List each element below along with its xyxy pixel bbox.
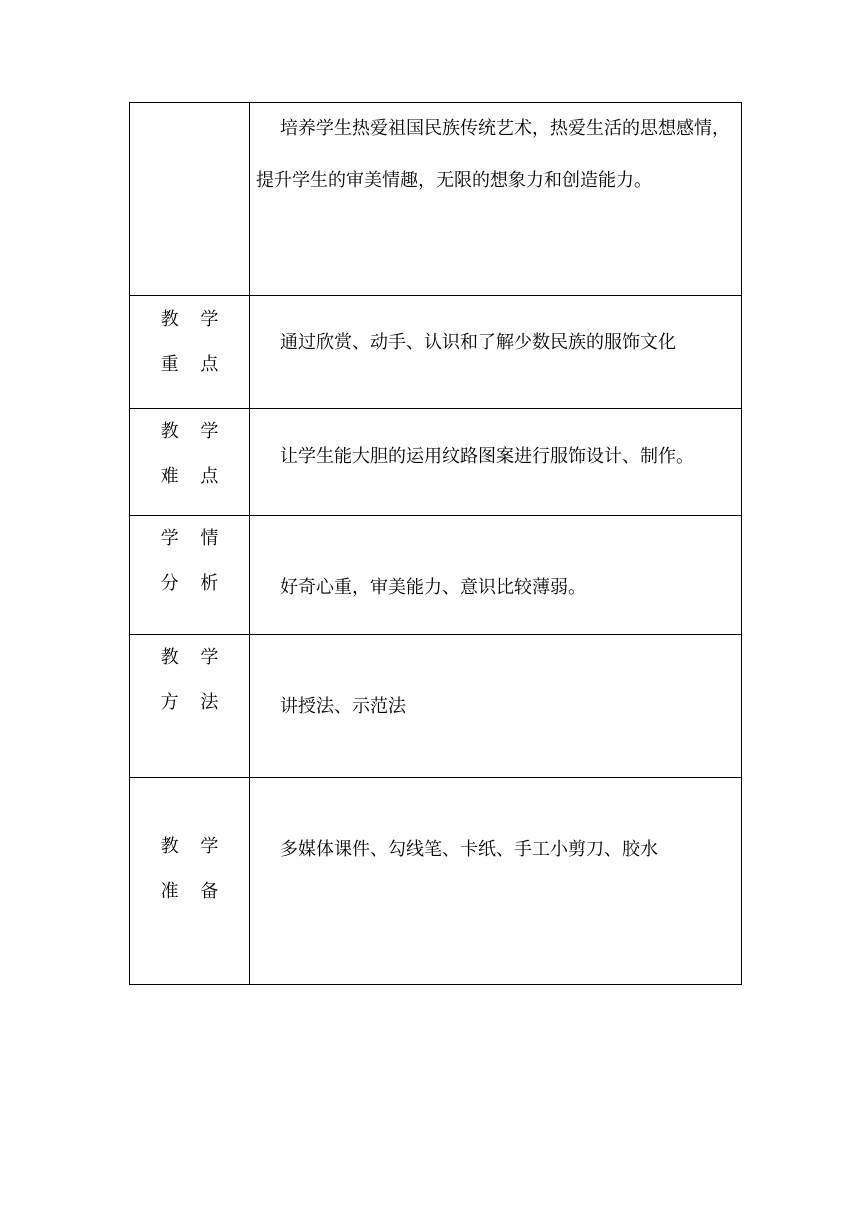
- row-teaching-goal: [130, 103, 742, 296]
- lesson-plan-table: [129, 102, 742, 985]
- preparation-content: 多媒体课件、勾线笔、卡纸、手工小剪刀、胶水: [280, 839, 658, 860]
- key-points-label-line1: 教 学: [160, 309, 227, 330]
- preparation-label-line2: 准 备: [160, 881, 227, 902]
- row-teaching-preparation: [130, 778, 742, 985]
- key-points-label-line2: 重 点: [160, 354, 227, 375]
- methods-label-line1: 教 学: [160, 647, 227, 668]
- student-analysis-label-line1: 学 情: [160, 528, 227, 549]
- student-analysis-content-cell: [250, 516, 742, 635]
- key-points-content-cell: [250, 296, 742, 409]
- preparation-label-line1: 教 学: [160, 836, 227, 857]
- row-student-analysis: [130, 516, 742, 635]
- difficulties-content-cell: [250, 409, 742, 516]
- goal-content-cell: [250, 103, 742, 296]
- student-analysis-content: 好奇心重，审美能力、意识比较薄弱。: [280, 577, 586, 598]
- difficulties-label-cell: [130, 409, 250, 516]
- methods-label-line2: 方 法: [160, 692, 227, 713]
- row-key-points: [130, 296, 742, 409]
- student-analysis-label-line2: 分 析: [160, 573, 227, 594]
- student-analysis-label-cell: [130, 516, 250, 635]
- key-points-label-cell: [130, 296, 250, 409]
- methods-label-cell: [130, 635, 250, 778]
- difficulties-content: 让学生能大胆的运用纹路图案进行服饰设计、制作。: [280, 446, 694, 467]
- preparation-label-cell: [130, 778, 250, 985]
- methods-content: 讲授法、示范法: [280, 696, 406, 717]
- difficulties-label-line1: 教 学: [160, 421, 227, 442]
- row-teaching-methods: [130, 635, 742, 778]
- difficulties-label-line2: 难 点: [160, 466, 227, 487]
- methods-content-cell: [250, 635, 742, 778]
- row-difficulties: [130, 409, 742, 516]
- goal-content: 培养学生热爱祖国民族传统艺术，热爱生活的思想感情，提升学生的审美情趣，无限的想象力和创造能力。: [256, 118, 730, 191]
- preparation-content-cell: [250, 778, 742, 985]
- key-points-content: 通过欣赏、动手、认识和了解少数民族的服饰文化: [280, 332, 676, 353]
- goal-label-cell: [130, 103, 250, 296]
